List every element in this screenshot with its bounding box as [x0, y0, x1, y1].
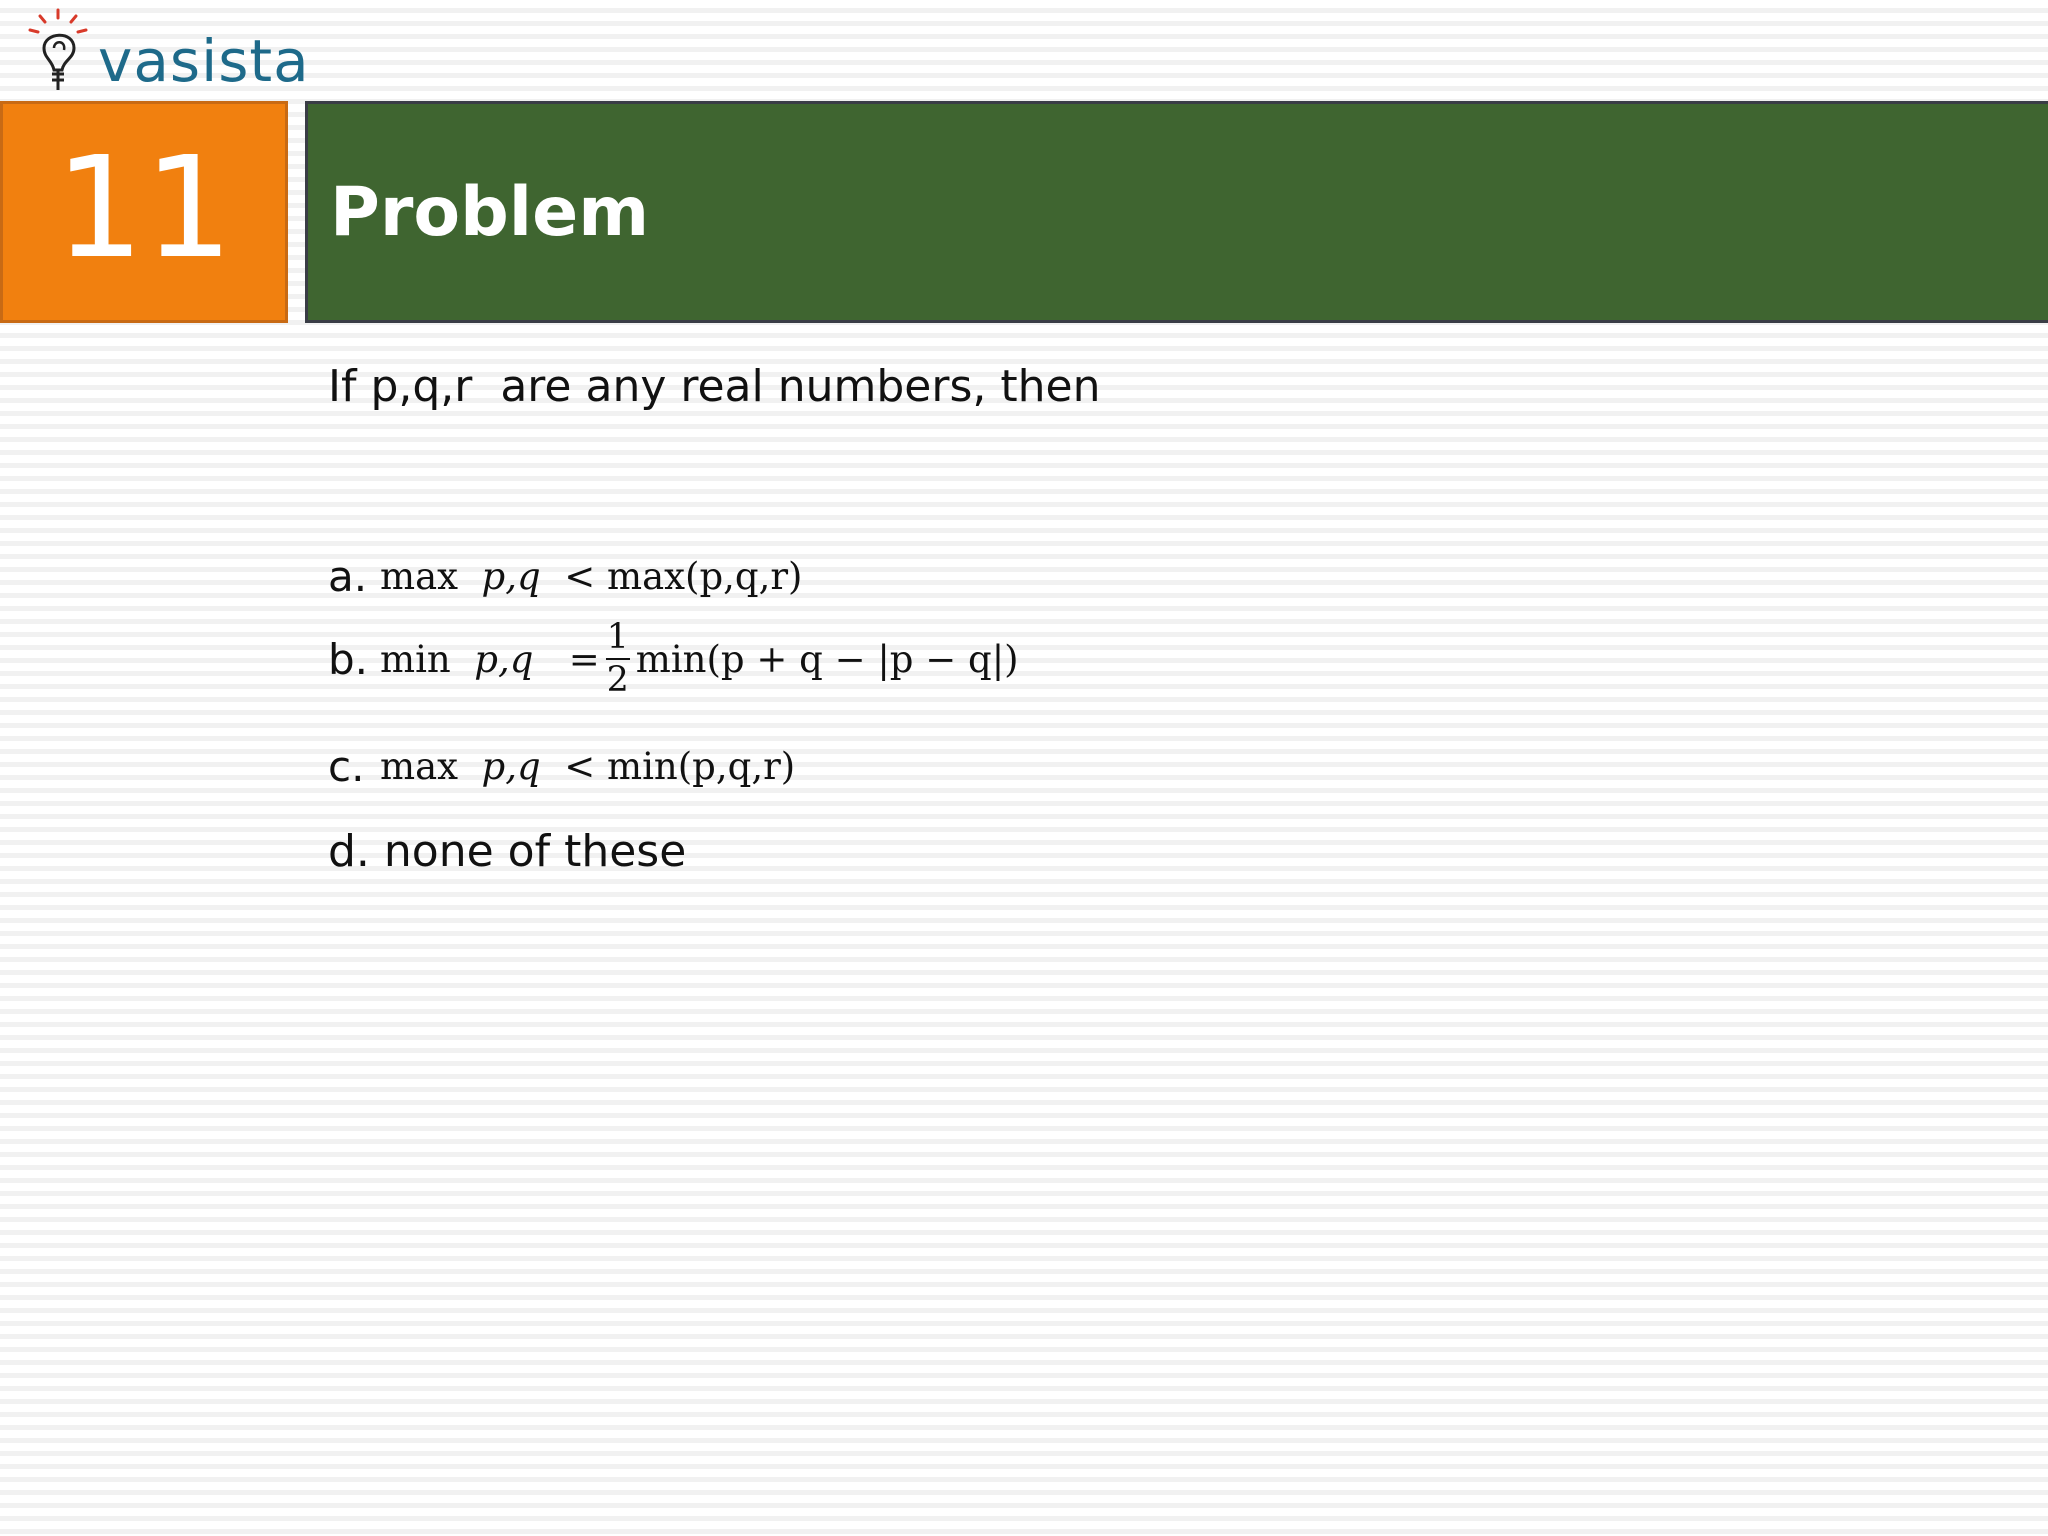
slide-title: Problem: [330, 173, 650, 252]
option-d: [328, 826, 686, 877]
option-letter: c.: [328, 742, 365, 791]
option-c: [328, 742, 795, 791]
option-text: none of these: [383, 826, 687, 877]
lightbulb-icon: [18, 4, 98, 96]
vasista-logo: [18, 4, 310, 96]
option-letter: b.: [328, 634, 369, 684]
option-math: min p,q = $\frac{1}{2}$ min(p + q − |p − q|): [380, 617, 1019, 700]
option-math: max p,q < min(p,q,r): [380, 745, 796, 788]
logo-wordmark: vasista: [98, 27, 310, 95]
option-a: [328, 552, 802, 601]
option-letter: d.: [328, 826, 370, 877]
fraction: $\frac{1}{2}$: [606, 617, 629, 700]
option-b: [328, 617, 1019, 700]
option-math: max p,q < max(p,q,r): [380, 555, 803, 598]
slide-number-box: [0, 101, 288, 323]
option-letter: a.: [328, 552, 368, 601]
title-bar: [305, 101, 2048, 323]
slide-number: 11: [54, 127, 234, 290]
question-text: If p,q,r are any real numbers, then: [328, 361, 1101, 412]
